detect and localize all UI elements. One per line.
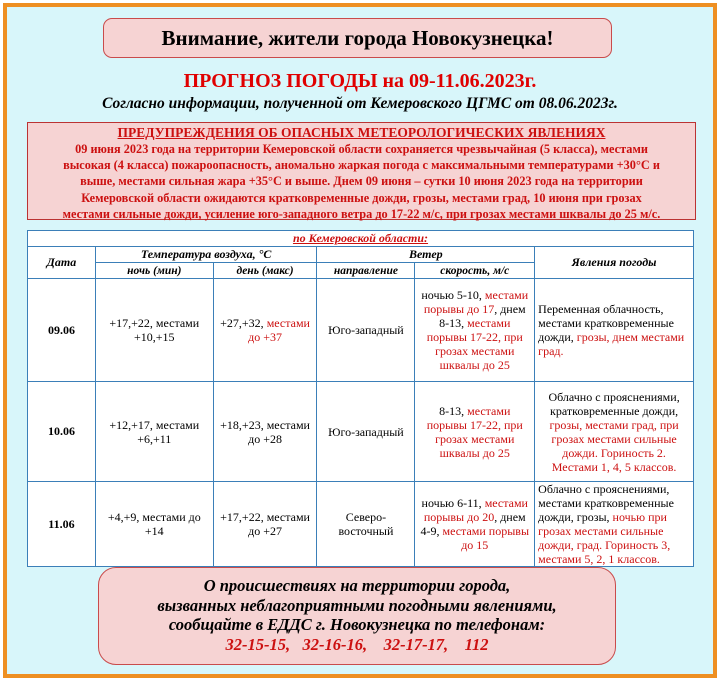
contact-line: вызванных неблагоприятными погодными явлениями,	[157, 595, 557, 615]
table-row	[28, 482, 694, 567]
header-banner	[103, 18, 612, 58]
header-wind: Ветер	[317, 247, 535, 263]
header-phenomena: Явления погоды	[535, 247, 694, 279]
warning-line: 09 июня 2023 года на территории Кемеровской области сохраняется чрезвычайная (5 класса), местами	[75, 142, 648, 156]
contact-line: сообщайте в ЕДДС г. Новокузнецка по телефонам:	[168, 615, 546, 634]
warning-box	[27, 122, 696, 220]
warning-line: выше, местами сильная жара +35°С и выше. Днем 09 июня – сутки 10 июня 2023 года на территории	[80, 174, 643, 189]
row-phenomena: Облачно с прояснениями, местами кратковременные дожди, грозы, ночью при грозах местами сильные дожди, град. Гориность 3, местами 5, 2, 1 классов.	[535, 482, 694, 567]
warning-heading: ПРЕДУПРЕЖДЕНИЯ ОБ ОПАСНЫХ МЕТЕОРОЛОГИЧЕСКИХ ЯВЛЕНИЯХ	[117, 125, 606, 140]
contact-phones: 32-15-15, 32-16-16, 32-17-17, 112	[225, 634, 489, 654]
row-date: 11.06	[28, 482, 96, 567]
contact-line: О происшествиях на территории города,	[203, 576, 511, 595]
row-night-temp: +17,+22, местами +10,+15	[95, 279, 213, 382]
warning-line: местами сильные дожди, усиление юго-западного ветра до 17-22 м/с, при грозах местами шквалы до 25 м/с.	[62, 206, 661, 221]
header-direction: направление	[317, 263, 415, 279]
warning-line: высокая (4 класса) пожароопасность, аномально жаркая погода с максимальными температурами +30°С и	[63, 158, 660, 173]
warning-text	[28, 141, 695, 222]
contact-box	[98, 567, 616, 665]
row-wind-direction: Северо-восточный	[317, 482, 415, 567]
header-title: Внимание, жители города Новокузнецка!	[161, 25, 554, 50]
row-date: 10.06	[28, 382, 96, 482]
row-date: 09.06	[28, 279, 96, 382]
header-date: Дата	[28, 247, 96, 279]
region-label: по Кемеровской области:	[28, 231, 694, 247]
row-day-temp: +17,+22, местами до +27	[213, 482, 317, 567]
header-night: ночь (мин)	[95, 263, 213, 279]
row-wind-direction: Юго-западный	[317, 279, 415, 382]
table-row	[28, 279, 694, 382]
header-day: день (макс)	[213, 263, 317, 279]
row-day-temp: +18,+23, местами до +28	[213, 382, 317, 482]
source-line: Согласно информации, полученной от Кемеровского ЦГМС от 08.06.2023г.	[102, 95, 618, 112]
row-phenomena: Переменная облачность, местами кратковременные дожди, грозы, днем местами град.	[535, 279, 694, 382]
table-row	[28, 382, 694, 482]
warning-line: Кемеровской области ожидаются кратковременные дожди, грозы, местами град, 10 июня при грозах	[81, 190, 642, 205]
row-night-temp: +4,+9, местами до +14	[95, 482, 213, 567]
row-wind-direction: Юго-западный	[317, 382, 415, 482]
forecast-title: ПРОГНОЗ ПОГОДЫ на 09-11.06.2023г.	[183, 70, 537, 92]
row-night-temp: +12,+17, местами +6,+11	[95, 382, 213, 482]
row-wind-speed: ночью 5-10, местами порывы до 17, днем 8-13, местами порывы 17-22, при грозах местами шквалы до 25	[415, 279, 535, 382]
header-speed: скорость, м/с	[415, 263, 535, 279]
row-wind-speed: 8-13, местами порывы 17-22, при грозах местами шквалы до 25	[415, 382, 535, 482]
header-temperature: Температура воздуха, °С	[95, 247, 317, 263]
row-day-temp: +27,+32, местами до +37	[213, 279, 317, 382]
forecast-table	[27, 230, 694, 567]
row-phenomena: Облачно с прояснениями, кратковременные дожди, грозы, местами град, при грозах местами сильные дожди. Гориность 2. Местами 1, 4, 5 классов.	[535, 382, 694, 482]
row-wind-speed: ночью 6-11, местами порывы до 20, днем 4-9, местами порывы до 15	[415, 482, 535, 567]
